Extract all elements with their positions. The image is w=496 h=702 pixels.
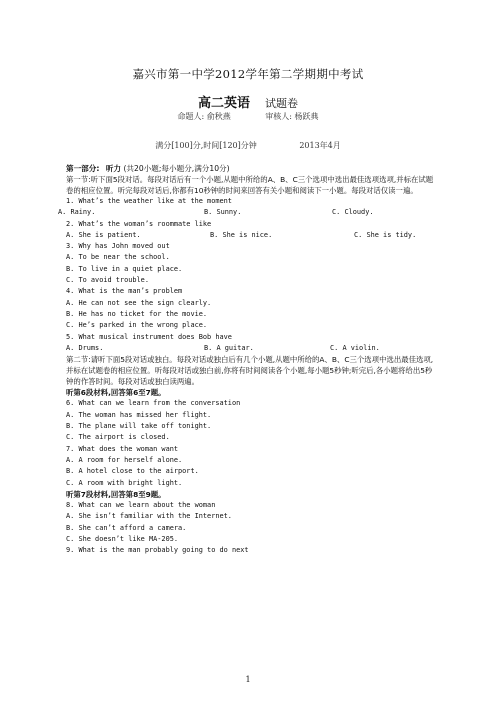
question-2-option-b: B. She is nice. — [210, 230, 273, 239]
question-4-option-a: A. He can not see the sign clearly. — [66, 298, 212, 307]
question-5-stem: 5. What musical instrument does Bob have — [66, 332, 232, 341]
question-1-stem: 1. What’s the weather like at the moment — [66, 197, 232, 205]
author-label: 命题人: 俞秋燕 — [177, 112, 231, 121]
exam-title: 嘉兴市第一中学2012学年第二学期期中考试 — [132, 67, 364, 81]
question-4-option-b: B. He has no ticket for the movie. — [66, 309, 208, 318]
question-2-option-c: C. She is tidy. — [354, 230, 417, 239]
score-line — [0, 140, 496, 151]
question-8-option-b: B. She can’t afford a camera. — [66, 523, 187, 532]
passage-6-lead: 听第6段材料,回答第6至7题。 — [66, 388, 166, 398]
reviewer-label: 审核人: 杨跃典 — [265, 112, 319, 121]
section1-heading — [66, 164, 436, 174]
question-3-option-c: C. To avoid trouble. — [66, 276, 149, 285]
question-4-option-c: C. He’s parked in the wrong place. — [66, 321, 208, 330]
question-3-option-b: B. To live in a quiet place. — [66, 264, 183, 273]
question-5-option-b: B. A guitar. — [204, 343, 254, 352]
question-6-stem: 6. What can we learn from the conversation — [66, 399, 241, 408]
question-4-stem: 4. What is the man’s problem — [66, 287, 183, 296]
question-8-option-a: A. She isn’t familiar with the Internet. — [66, 512, 232, 521]
question-7-stem: 7. What does the woman want — [66, 444, 179, 453]
question-9-stem: 9. What is the man probably going to do next — [66, 546, 249, 555]
section1-name: 听力 — [105, 164, 122, 173]
question-6-option-c: C. The airport is closed. — [66, 433, 170, 442]
section1-label: 第一部分: — [66, 164, 100, 173]
full-score-label: 满分[100]分,时间[120]分钟 — [155, 141, 257, 150]
section2-intro: 第二节:请听下面5段对话或独白。每段对话或独白后有几个小题,从题中所给的A、B、C三个选项中选出最佳选项,并标在试题卷的相应位置。听每段对话或独白前,你将有时间阅读各个小题,每小题5秒钟;听完后,各小题将给出5秒钟的作答时间。每段对话或独白读两遍。 — [66, 355, 434, 387]
question-7-option-c: C. A room with bright light. — [66, 478, 183, 487]
question-7-option-b: B. A hotel close to the airport. — [66, 467, 199, 476]
question-2-stem: 2. What’s the woman’s roommate like — [66, 219, 212, 228]
question-3-stem: 3. Why has John moved out — [66, 242, 170, 251]
page-number: 1 — [245, 675, 251, 684]
question-1-option-a: A. Rainy. — [58, 208, 96, 217]
question-5-options — [64, 343, 436, 354]
question-2-option-a: A. She is patient. — [66, 230, 141, 239]
section1-intro: 第一节:听下面5段对话。每段对话后有一个小题,从题中所给的A、B、C三个选项中选出最佳选项选项,并标在试题卷的相应位置。听完每段对话后,你都有10秒钟的时间来回答有关小题和阅读下一小题。每段对话仅读一遍。 — [66, 175, 434, 195]
question-1-option-c: C. Cloudy. — [332, 208, 374, 217]
question-5-option-c: C. A violin. — [330, 343, 380, 352]
question-5-option-a: A. Drums. — [66, 343, 104, 352]
date-label: 2013年4月 — [299, 141, 341, 150]
question-8-option-c: C. She doesn’t like MA-205. — [66, 535, 179, 544]
question-7-option-a: A. A room for herself alone. — [66, 455, 183, 464]
question-6-option-a: A. The woman has missed her flight. — [66, 410, 212, 419]
question-8-stem: 8. What can we learn about the woman — [66, 501, 216, 510]
passage-7-lead: 听第7段材料,回答第8至9题。 — [66, 489, 166, 499]
question-6-option-b: B. The plane will take off tonight. — [66, 422, 212, 431]
authors-line — [0, 111, 496, 122]
question-3-option-a: A. To be near the school. — [66, 253, 170, 262]
paper-label: 试题卷 — [265, 97, 299, 110]
question-2-options — [64, 230, 436, 241]
section1-note: (共20小题;每小题分,满分10分) — [123, 164, 230, 173]
exam-body — [58, 164, 436, 557]
question-1-options — [58, 207, 436, 218]
question-1-option-b: B. Sunny. — [204, 208, 242, 217]
subject-label: 高二英语 — [197, 96, 250, 111]
exam-subtitle — [0, 92, 496, 111]
